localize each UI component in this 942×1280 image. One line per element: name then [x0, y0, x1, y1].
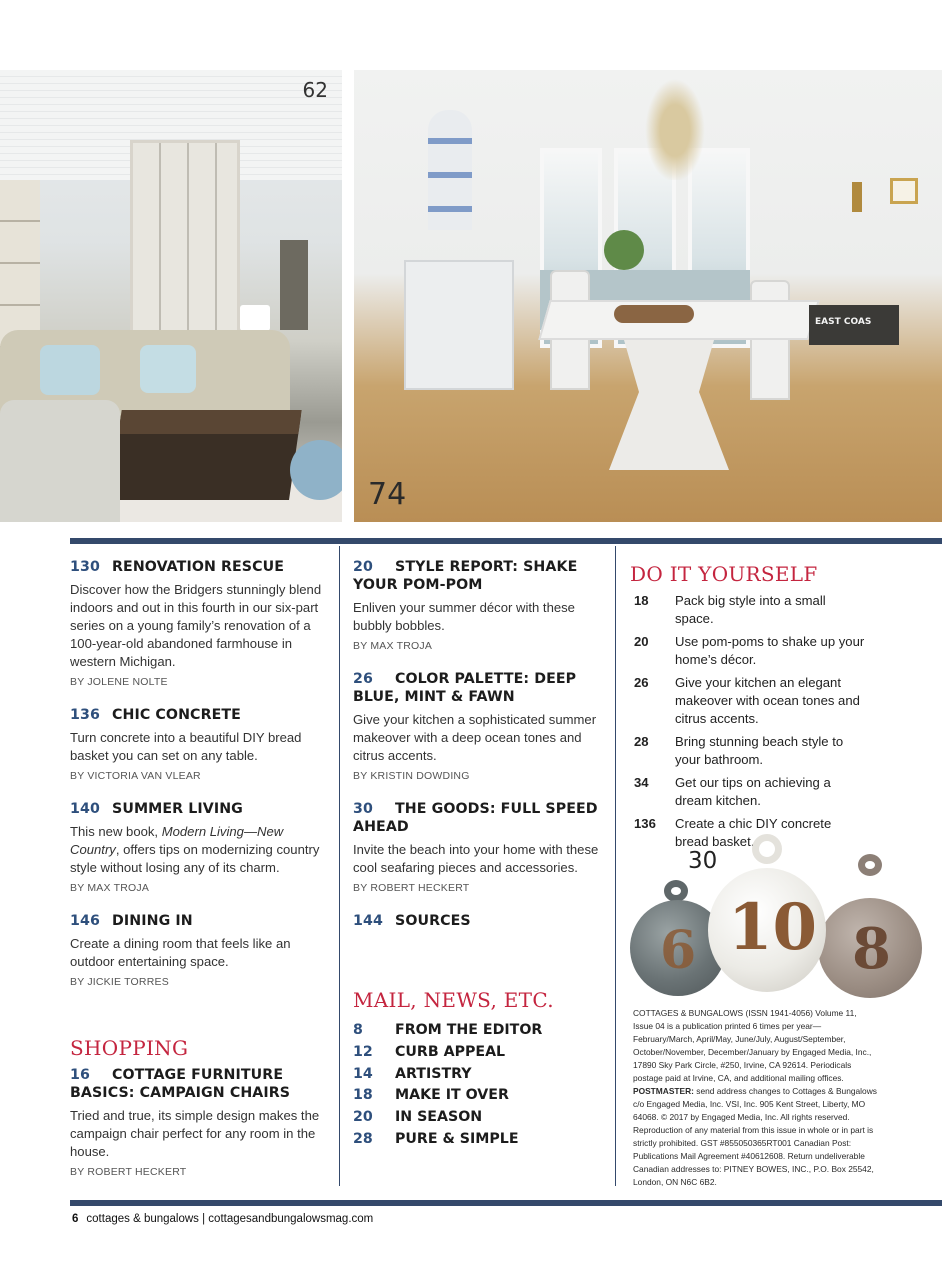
footer-text: cottages & bungalows | cottagesandbungalowsmag.com — [86, 1213, 374, 1225]
diy-text: Give your kitchen an elegant makeover with ocean tones and citrus accents. — [675, 675, 860, 726]
mail-news-section — [353, 988, 607, 1151]
coffee-table-top — [118, 410, 301, 434]
photo-page-number-62: 62 — [302, 78, 328, 102]
toc-item-head — [353, 670, 607, 706]
list-item[interactable] — [630, 774, 930, 810]
toc-title: THE GOODS: FULL SPEED AHEAD — [353, 801, 598, 835]
diy-heading: DO IT YOURSELF — [630, 562, 818, 586]
coral-pillow — [40, 345, 100, 395]
toc-title: IN SEASON — [395, 1109, 483, 1126]
toc-item-head — [70, 800, 332, 818]
list-item[interactable] — [630, 733, 930, 769]
toc-title: COLOR PALETTE: DEEP BLUE, MINT & FAWN — [353, 671, 577, 705]
toc-item[interactable] — [353, 558, 607, 652]
toc-page-number: 12 — [353, 1043, 373, 1060]
toc-byline: BY KRISTIN DOWDING — [353, 770, 470, 782]
built-in-shelves — [130, 140, 240, 340]
toc-byline: BY VICTORIA VAN VLEAR — [70, 770, 201, 782]
table-lamp — [240, 305, 270, 331]
toc-page-number: 28 — [353, 1130, 373, 1147]
toc-byline: BY JICKIE TORRES — [70, 976, 169, 988]
dining-chair-right — [750, 280, 790, 400]
wall-frame — [890, 178, 918, 204]
toc-page-number: 146 — [70, 913, 100, 929]
left-bookshelf — [0, 180, 40, 350]
wall-rack — [280, 240, 308, 330]
toc-description: Turn concrete into a beautiful DIY bread basket you can set on any table. — [70, 730, 302, 763]
toc-byline: BY MAX TROJA — [353, 640, 433, 652]
mail-news-list — [353, 1020, 607, 1151]
book-title: Modern Living—New Country — [70, 824, 284, 857]
list-item[interactable] — [353, 1085, 607, 1107]
toc-page-number: 18 — [353, 1087, 373, 1104]
toc-description — [70, 823, 332, 877]
list-item[interactable] — [630, 633, 930, 669]
toc-page-number: 136 — [634, 816, 656, 831]
bottom-rule — [70, 1200, 942, 1206]
toc-description: Give your kitchen a sophisticated summer makeover with a deep ocean tones and citrus accents. — [353, 712, 597, 763]
toc-title: FROM THE EDITOR — [395, 1022, 543, 1038]
toc-description: Create a dining room that feels like an outdoor entertaining space. — [70, 936, 291, 969]
top-rule — [70, 538, 942, 544]
toc-title: PURE & SIMPLE — [395, 1130, 519, 1147]
toc-page-number: 26 — [353, 671, 373, 687]
toc-item[interactable] — [70, 800, 332, 894]
toc-page-number: 28 — [634, 734, 649, 749]
toc-page-number: 140 — [70, 801, 100, 817]
toc-item-head — [70, 558, 332, 576]
toc-page-number: 20 — [353, 1109, 373, 1126]
buoys-photo — [630, 840, 936, 1005]
toc-item-head — [70, 912, 332, 930]
buoy-ring — [664, 880, 688, 902]
bench-sign-text: EAST COAS — [815, 317, 872, 327]
toc-page-number: 16 — [70, 1067, 90, 1083]
wall-frame-small — [852, 182, 862, 212]
toc-page-number: 14 — [353, 1065, 373, 1082]
toc-item-head — [70, 706, 332, 724]
shopping-section — [70, 1036, 332, 1196]
toc-item[interactable] — [353, 800, 607, 894]
toc-byline: BY ROBERT HECKERT — [70, 1166, 187, 1178]
list-item[interactable] — [353, 1107, 607, 1129]
bench — [809, 305, 899, 345]
toc-description: Enliven your summer décor with these bubbly bobbles. — [353, 600, 575, 633]
diy-text: Use pom-poms to shake up your home’s décor. — [675, 634, 865, 667]
list-item[interactable] — [353, 1020, 607, 1042]
toc-title: SOURCES — [395, 913, 471, 929]
toc-title: ARTISTRY — [395, 1065, 472, 1082]
white-hutch — [404, 260, 514, 390]
toc-item[interactable] — [353, 670, 607, 782]
buoy-digit: 10 — [728, 890, 818, 965]
potted-plant — [604, 230, 644, 270]
photo-page-number-30: 30 — [688, 848, 718, 874]
toc-page-number: 26 — [634, 675, 649, 690]
fine-print-text: COTTAGES & BUNGALOWS (ISSN 1941-4056) Volume 11, Issue 04 is a publication printed 6 times per year—February/March, April/May, June/July, August/September, October/November, December/January by Engaged Media, Inc., 17890 Sky Park Circle, #250, Irvine, CA 92614. Periodicals postage paid at Irvine, CA, and additional mailing offices. — [633, 1008, 872, 1083]
toc-description: Discover how the Bridgers stunningly blend indoors and out in this fourth in our six-part series on a young family’s renovation of a 100-year-old abandoned farmhouse in western Michigan. — [70, 582, 322, 669]
trestle-base — [594, 340, 744, 470]
buoy-ring — [752, 834, 782, 864]
chandelier — [640, 70, 710, 180]
column-divider-1 — [339, 546, 340, 1186]
folio-page-number: 6 — [72, 1213, 79, 1225]
toc-item-head — [70, 1066, 332, 1102]
toc-byline: BY JOLENE NOLTE — [70, 676, 168, 688]
buoy-ring — [858, 854, 882, 876]
toc-item[interactable] — [70, 1066, 332, 1178]
toc-item-sources[interactable] — [353, 912, 607, 930]
desc-text: This new book, — [70, 824, 162, 839]
toc-title: SUMMER LIVING — [112, 801, 243, 817]
toc-page-number: 144 — [353, 913, 383, 929]
toc-title: CURB APPEAL — [395, 1043, 506, 1060]
column-divider-2 — [615, 546, 616, 1186]
toc-title: STYLE REPORT: SHAKE YOUR POM-POM — [353, 559, 578, 593]
toc-byline: BY MAX TROJA — [70, 882, 150, 894]
toc-description: Invite the beach into your home with these cool seafaring pieces and accessories. — [353, 842, 599, 875]
diy-text: Get our tips on achieving a dream kitchen. — [675, 775, 831, 808]
toc-title: COTTAGE FURNITURE BASICS: CAMPAIGN CHAIRS — [70, 1067, 291, 1101]
postmaster-label: POSTMASTER: — [633, 1086, 694, 1096]
column-diy — [630, 562, 930, 856]
toc-title: RENOVATION RESCUE — [112, 559, 285, 575]
list-item[interactable] — [353, 1129, 607, 1151]
column-features — [70, 558, 332, 1006]
mail-news-heading: MAIL, NEWS, ETC. — [353, 988, 554, 1012]
toc-item[interactable] — [70, 706, 332, 782]
toc-byline: BY ROBERT HECKERT — [353, 882, 470, 894]
toc-item[interactable] — [70, 558, 332, 688]
toc-description: Tried and true, its simple design makes the campaign chair perfect for any room in the house. — [70, 1108, 320, 1159]
toc-page-number: 34 — [634, 775, 649, 790]
toc-item-head — [353, 558, 607, 594]
plate-rack — [428, 110, 472, 230]
toc-title: CHIC CONCRETE — [112, 707, 241, 723]
diy-text: Bring stunning beach style to your bathroom. — [675, 734, 844, 767]
publication-fine-print — [633, 1007, 878, 1189]
toc-item-head — [353, 912, 607, 930]
diy-list — [630, 592, 930, 851]
fine-print-text: send address changes to Cottages & Bungalows c/o Engaged Media, Inc. VSI, Inc. 905 Kent Street, Liberty, MO 64068. © 2017 by Engaged Media, Inc. All rights reserved. Reproduction of any material from this issue in whole or in part is strictly prohibited. GST #855050365RT001 Canadian Post: Publications Mail Agreement #40612608. Return undeliverable Canadian addresses to: PITNEY BOWES, INC., P.O. Box 25542, London, ON N6C 6B2. — [633, 1086, 877, 1187]
desc-text: , offers tips on modernizing country style without losing any of its charm. — [70, 842, 320, 875]
toc-title: MAKE IT OVER — [395, 1087, 509, 1104]
list-item[interactable] — [353, 1042, 607, 1064]
toc-page-number: 20 — [634, 634, 649, 649]
shopping-heading: SHOPPING — [70, 1036, 189, 1060]
dining-room-photo — [354, 70, 942, 522]
list-item[interactable] — [630, 674, 930, 728]
page-footer — [72, 1213, 373, 1225]
list-item[interactable] — [353, 1064, 607, 1086]
wooden-bowl — [614, 305, 694, 323]
ottoman — [290, 440, 342, 500]
photo-page-number-74: 74 — [368, 477, 407, 512]
toc-page-number: 20 — [353, 559, 373, 575]
buoy-digit: 8 — [852, 916, 891, 982]
armchair — [0, 400, 120, 522]
toc-page-number: 130 — [70, 559, 100, 575]
column-departments — [353, 558, 607, 948]
diy-text: Pack big style into a small space. — [675, 593, 826, 626]
toc-title: DINING IN — [112, 913, 193, 929]
toc-item[interactable] — [70, 912, 332, 988]
toc-page-number: 8 — [353, 1022, 363, 1038]
living-room-photo — [0, 70, 342, 522]
toc-page-number: 18 — [634, 593, 649, 608]
toc-page-number: 136 — [70, 707, 100, 723]
diy-text: Create a chic DIY concrete bread basket. — [675, 816, 832, 849]
toc-page-number: 30 — [353, 801, 373, 817]
toc-item-head — [353, 800, 607, 836]
list-item[interactable] — [630, 592, 930, 628]
buoy-digit: 6 — [660, 920, 697, 981]
blue-pillow — [140, 345, 196, 393]
